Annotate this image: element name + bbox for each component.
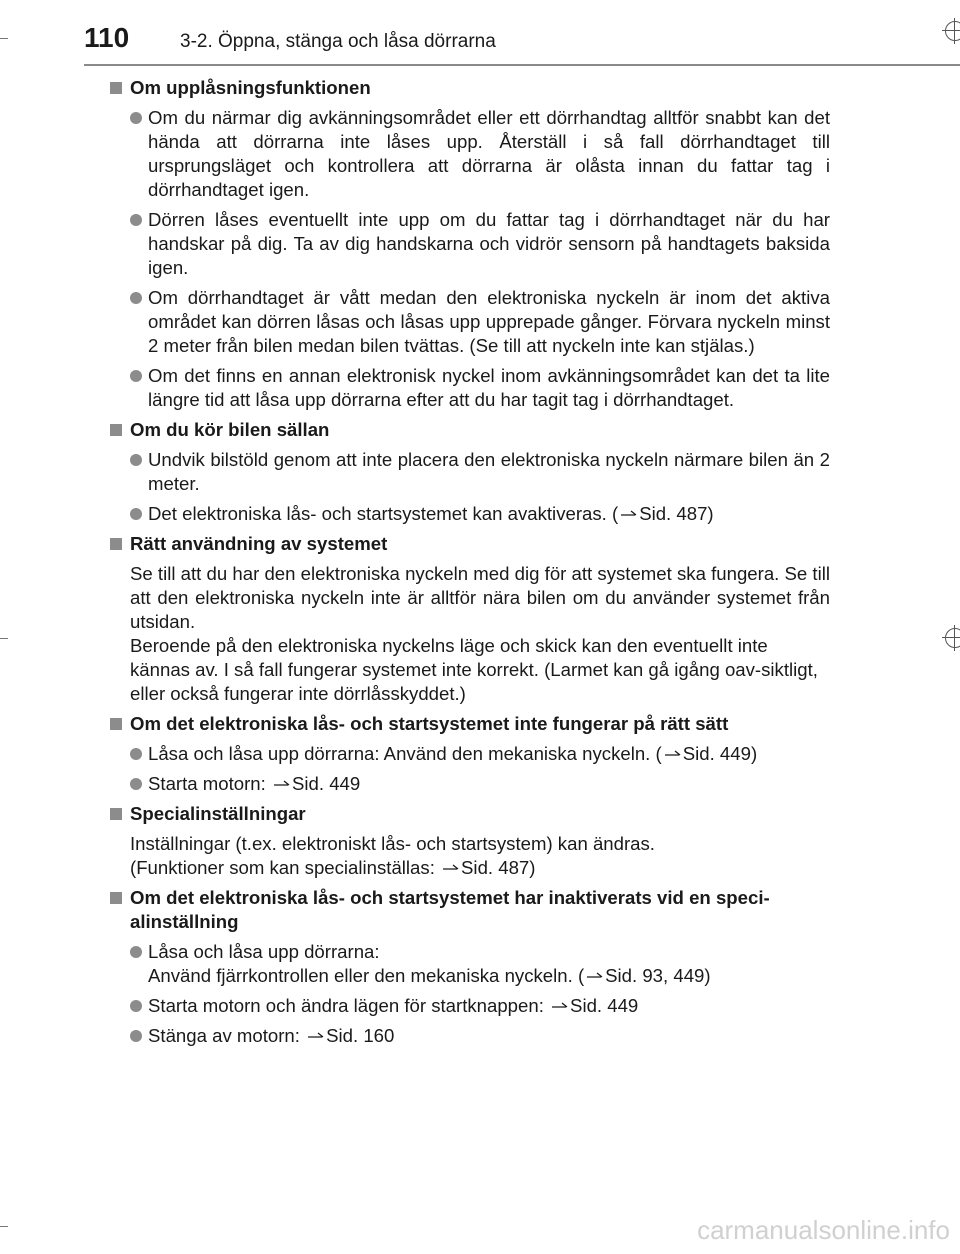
page-reference-link[interactable]: Sid. 449 bbox=[682, 743, 751, 764]
section-heading: Specialinställningar bbox=[110, 802, 830, 826]
list-item: Om du närmar dig avkänningsområdet eller ett dörrhandtag alltför snabbt kan det hända att dörrarna inte låses upp. Återställ i så fall dörrhandtaget till ursprungsläget och kontrollera att dörrarna är olåsta innan du fattar tag i dörrhandtaget igen. bbox=[110, 106, 830, 202]
section-system-malfunction bbox=[110, 712, 830, 796]
list-item: Starta motorn: Sid. 449 bbox=[110, 772, 830, 796]
page-number: 110 bbox=[84, 22, 130, 53]
section-system-deactivated bbox=[110, 886, 830, 1048]
crop-mark bbox=[0, 1226, 8, 1227]
bullet-dot-icon bbox=[130, 454, 142, 466]
arrow-right-icon bbox=[620, 507, 638, 519]
paragraph: Inställningar (t.ex. elektroniskt lås- och startsystem) kan ändras. (Funktioner som kan specialinställas: Sid. 487) bbox=[130, 833, 655, 878]
section-heading: Om upplåsningsfunktionen bbox=[110, 76, 830, 100]
page-content bbox=[110, 76, 830, 1054]
list-item: Låsa och låsa upp dörrarna: Använd fjärrkontrollen eller den mekaniska nyckeln. ( Sid. 93, 449) bbox=[110, 940, 830, 988]
section-custom-settings bbox=[110, 802, 830, 880]
bullet-dot-icon bbox=[130, 508, 142, 520]
page-reference-link[interactable]: Sid. 93, 449 bbox=[605, 965, 705, 986]
bullet-dot-icon bbox=[130, 778, 142, 790]
crop-mark bbox=[0, 638, 8, 639]
section-heading: Rätt användning av systemet bbox=[110, 532, 830, 556]
arrow-right-icon bbox=[586, 969, 604, 981]
bullet-dot-icon bbox=[130, 292, 142, 304]
arrow-right-icon bbox=[307, 1029, 325, 1041]
list-item: Dörren låses eventuellt inte upp om du fattar tag i dörrhandtaget när du har handskar på dig. Ta av dig handskarna och vidrör sensorn på handtagets baksida igen. bbox=[110, 208, 830, 280]
section-heading: Om det elektroniska lås- och startsystemet inte fungerar på rätt sätt bbox=[110, 712, 830, 736]
bullet-dot-icon bbox=[130, 1030, 142, 1042]
square-icon bbox=[110, 808, 122, 820]
bullet-dot-icon bbox=[130, 946, 142, 958]
page-reference-link[interactable]: Sid. 160 bbox=[326, 1025, 395, 1046]
square-icon bbox=[110, 538, 122, 550]
watermark: carmanualsonline.info bbox=[697, 1215, 950, 1245]
list-item: Stänga av motorn: Sid. 160 bbox=[110, 1024, 830, 1048]
arrow-right-icon bbox=[442, 861, 460, 873]
crop-mark bbox=[0, 38, 8, 39]
section-heading: Om du kör bilen sällan bbox=[110, 418, 830, 442]
arrow-right-icon bbox=[273, 777, 291, 789]
paragraph: Beroende på den elektroniska nyckelns läge och skick kan den eventuellt inte kännas av. I så fall fungerar systemet inte korrekt. (Larmet kan gå igång oav-siktligt, eller också fungerar inte dörrlåsskyddet.) bbox=[130, 635, 818, 704]
bullet-dot-icon bbox=[130, 370, 142, 382]
bullet-dot-icon bbox=[130, 1000, 142, 1012]
square-icon bbox=[110, 82, 122, 94]
page-reference-link[interactable]: Sid. 487 bbox=[461, 857, 530, 878]
section-correct-use bbox=[110, 532, 830, 706]
arrow-right-icon bbox=[551, 999, 569, 1011]
section-heading: Om det elektroniska lås- och startsystemet har inaktiverats vid en speci-alinställning bbox=[110, 886, 830, 934]
paragraph: Se till att du har den elektroniska nyckeln med dig för att systemet ska fungera. Se till att den elektroniska nyckeln inte är alltför nära bilen om du använder systemet från utsidan. bbox=[130, 563, 830, 632]
registration-mark-icon bbox=[942, 625, 960, 651]
bullet-dot-icon bbox=[130, 214, 142, 226]
list-item: Det elektroniska lås- och startsystemet kan avaktiveras. ( Sid. 487) bbox=[110, 502, 830, 526]
arrow-right-icon bbox=[664, 747, 682, 759]
chapter-title: 3-2. Öppna, stänga och låsa dörrarna bbox=[180, 31, 496, 52]
bullet-dot-icon bbox=[130, 112, 142, 124]
square-icon bbox=[110, 424, 122, 436]
page-reference-link[interactable]: Sid. 449 bbox=[570, 995, 639, 1016]
page-reference-link[interactable]: Sid. 449 bbox=[291, 773, 361, 794]
page-header bbox=[0, 0, 960, 64]
list-item: Starta motorn och ändra lägen för startknappen: Sid. 449 bbox=[110, 994, 830, 1018]
page-reference-link[interactable]: Sid. 487 bbox=[639, 503, 708, 524]
section-unlock-function bbox=[110, 76, 830, 412]
header-rule bbox=[84, 64, 960, 66]
list-item: Om dörrhandtaget är vått medan den elektroniska nyckeln är inom det aktiva området kan dörren låsas och låsas upp upprepade gånger. Förvara nyckeln minst 2 meter från bilen medan bilen tvättas. (Se till att nyckeln inte kan stjälas.) bbox=[110, 286, 830, 358]
bullet-dot-icon bbox=[130, 748, 142, 760]
registration-mark-icon bbox=[942, 18, 960, 44]
list-item: Undvik bilstöld genom att inte placera den elektroniska nyckeln närmare bilen än 2 meter. bbox=[110, 448, 830, 496]
list-item: Låsa och låsa upp dörrarna: Använd den mekaniska nyckeln. ( Sid. 449) bbox=[110, 742, 830, 766]
square-icon bbox=[110, 892, 122, 904]
square-icon bbox=[110, 718, 122, 730]
list-item: Om det finns en annan elektronisk nyckel inom avkänningsområdet kan det ta lite längre tid att låsa upp dörrarna efter att du har tagit tag i dörrhandtaget. bbox=[110, 364, 830, 412]
section-rarely-driven bbox=[110, 418, 830, 526]
